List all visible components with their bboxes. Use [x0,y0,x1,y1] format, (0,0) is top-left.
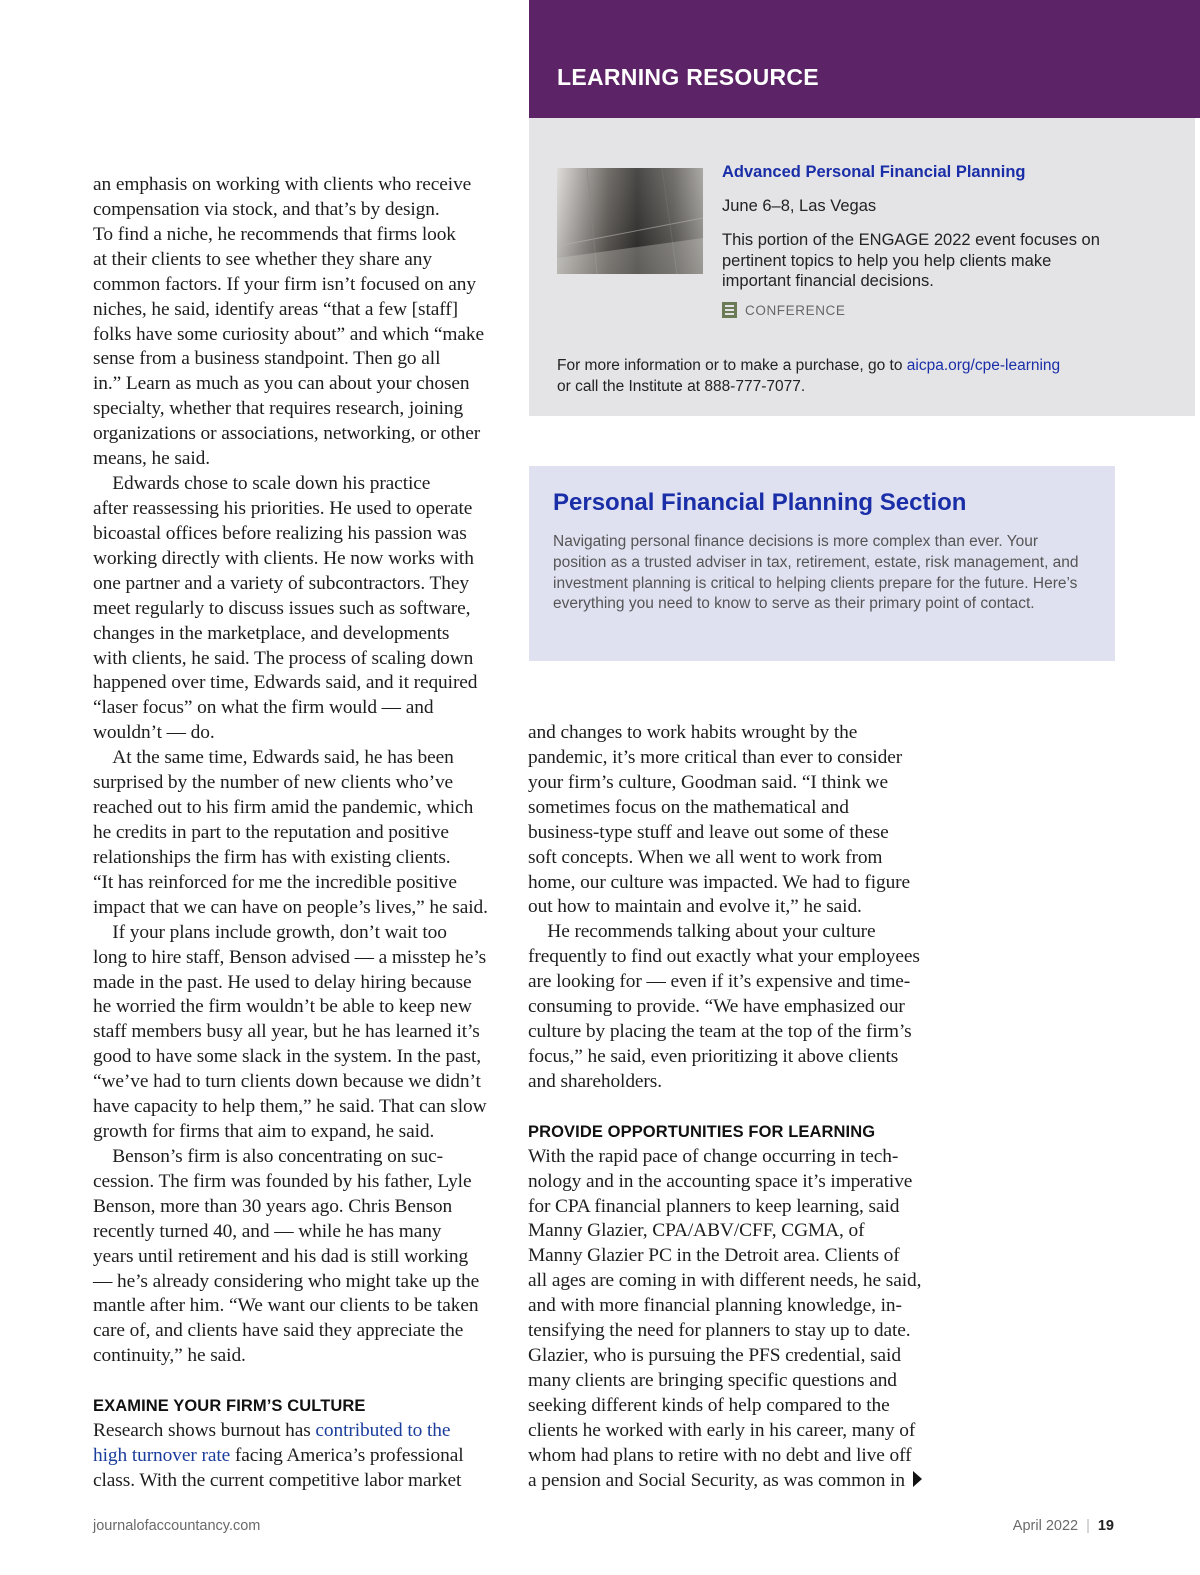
article-line: wouldn’t — do. [93,722,215,744]
conference-icon [722,302,737,318]
cpe-learning-link[interactable]: aicpa.org/cpe-learning [906,357,1061,374]
article-line: and changes to work habits wrought by the [528,722,858,743]
article-line: relationships the firm has with existing clients. [93,846,451,868]
culture-line-prefix: Research shows burnout has [93,1420,316,1442]
article-line: Benson, more than 30 years ago. Chris Benson [93,1195,453,1217]
article-line: cession. The firm was founded by his father, Lyle [93,1170,472,1192]
article-line: specialty, whether that requires research, joining [93,398,464,420]
more-info-text [557,356,1117,397]
article-line: seeking different kinds of help compared to the [528,1394,890,1416]
article-line: continuity,” he said. [93,1345,246,1367]
article-line: and shareholders. [528,1070,662,1092]
article-line: With the rapid pace of change occurring in tech- [528,1145,899,1167]
article-line: To find a niche, he recommends that firms look [93,223,456,245]
article-line: culture by placing the team at the top of the firm’s [528,1021,912,1043]
section-heading-culture: EXAMINE YOUR FIRM’S CULTURE [93,1397,366,1416]
article-line: Manny Glazier PC in the Detroit area. Clients of [528,1245,900,1267]
article-line: common factors. If your firm isn’t focused on any [93,273,476,295]
article-line: business-type stuff and leave out some of these [528,821,889,843]
article-line: he credits in part to the reputation and positive [93,821,449,843]
footer-separator: | [1086,1518,1090,1534]
article-line: long to hire staff, Benson advised — a misstep he’s [93,946,487,968]
article-line: changes in the marketplace, and developments [93,622,450,644]
article-line: with clients, he said. The process of scaling down [93,647,474,669]
pfp-section-body: Navigating personal finance decisions is more complex than ever. Your position as a trusted adviser in tax, retirement, estate, risk management, and investment planning is critical to helping clients prepare for the future. Here’s everything you need to know to serve as their primary point of contact. [553,533,1079,613]
learning-resource-header: LEARNING RESOURCE [557,64,819,90]
last-line-text: a pension and Social Security, as was common in [528,1469,905,1491]
article-line: are looking for — even if it’s expensive and time- [528,971,911,993]
article-line: working directly with clients. He now works with [93,547,474,569]
turnover-rate-link[interactable]: high turnover rate [93,1445,231,1466]
course-type-text: CONFERENCE [745,303,846,318]
article-line: class. With the current competitive labor market [93,1469,462,1491]
article-line: and with more financial planning knowledge, in- [528,1295,902,1317]
article-line: staff members busy all year, but he has learned it’s [93,1021,480,1043]
article-line: sometimes focus on the mathematical and [528,796,849,818]
article-line: have capacity to help them,” he said. That can slow [93,1096,487,1118]
page-number: 19 [1097,1518,1114,1534]
article-line: “we’ve had to turn clients down because we didn’t [93,1071,481,1093]
learning-resource-band [529,0,1200,118]
course-title-link[interactable]: Advanced Personal Financial Planning [722,163,1026,181]
continue-arrow-icon [913,1471,922,1487]
article-line: “It has reinforced for me the incredible positive [93,871,457,893]
article-line: If your plans include growth, don’t wait too [93,921,447,943]
article-line: all ages are coming in with different needs, he said, [528,1270,922,1292]
article-line: reached out to his firm amid the pandemic, which [93,797,474,819]
article-line: pandemic, it’s more critical than ever to consider [528,746,903,768]
article-line: “laser focus” on what the firm would — and [93,697,434,719]
article-line: He recommends talking about your culture [528,921,876,943]
article-line: happened over time, Edwards said, and it required [93,672,478,694]
article-line: At the same time, Edwards said, he has been [93,747,454,769]
article-line: frequently to find out exactly what your employees [528,946,920,968]
article-line [93,1419,505,1444]
article-line: care of, and clients have said they appreciate the [93,1320,464,1342]
article-line: home, our culture was impacted. We had to figure [528,871,911,893]
article-line: Edwards chose to scale down his practice [93,473,431,495]
article-line: meet regularly to discuss issues such as software, [93,597,471,619]
article-line: made in the past. He used to delay hiring because [93,971,472,993]
more-info-prefix: For more information or to make a purchase, go to [557,357,907,374]
article-line: at their clients to see whether they share any [93,248,432,270]
article-line: recently turned 40, and — while he has many [93,1220,442,1242]
course-date: June 6–8, Las Vegas [722,197,877,215]
article-line: many clients are bringing specific questions and [528,1369,897,1391]
article-line: means, he said. [93,448,210,470]
article-line: for CPA financial planners to keep learning, said [528,1195,900,1217]
article-line: Benson’s firm is also concentrating on suc- [93,1145,443,1167]
more-info-suffix: or call the Institute at 888-777-7077. [557,377,806,395]
course-type-label [722,302,846,318]
article-right-column [528,721,948,1494]
course-photo[interactable] [557,168,703,274]
footer-issue: April 2022 [1012,1518,1079,1534]
course-description: This portion of the ENGAGE 2022 event focuses on pertinent topics to help you help clients make important financial decisions. [722,231,1100,290]
article-line: tensifying the need for planners to stay up to date. [528,1320,911,1342]
article-line: whom had plans to retire with no debt and live off [528,1444,912,1466]
article-line: soft concepts. When we all went to work from [528,846,883,868]
burnout-study-link[interactable]: contributed to the [315,1420,451,1442]
article-line: growth for firms that aim to expand, he said. [93,1121,435,1143]
article-line: out how to maintain and evolve it,” he said. [528,896,862,918]
article-line: good to have some slack in the system. In the past, [93,1046,482,1068]
article-line: Glazier, who is pursuing the PFS credential, said [528,1345,901,1367]
article-line: mantle after him. “We want our clients to be taken [93,1295,479,1317]
article-line: years until retirement and his dad is still working [93,1245,469,1267]
left-column-paragraphs [93,173,505,1369]
right-column-paragraphs [528,721,948,1095]
article-line: clients he worked with early in his career, many of [528,1419,916,1441]
article-line: focus,” he said, even prioritizing it above clients [528,1045,899,1067]
footer-issue-page [1013,1518,1114,1534]
article-line: folks have some curiosity about” and which “make [93,323,484,345]
article-line: consuming to provide. “We have emphasized our [528,996,905,1018]
article-line: an emphasis on working with clients who receive [93,174,472,195]
footer-site[interactable]: journalofaccountancy.com [93,1518,261,1534]
section-heading-learning: PROVIDE OPPORTUNITIES FOR LEARNING [528,1122,876,1141]
article-line: — he’s already considering who might take up the [93,1270,480,1292]
article-line: in.” Learn as much as you can about your chosen [93,373,470,395]
article-line: organizations or associations, networking, or other [93,423,481,445]
article-line: bicoastal offices before realizing his passion was [93,522,467,544]
article-line: nology and in the accounting space it’s imperative [528,1170,913,1192]
article-line [93,1444,505,1469]
article-line: he worried the firm wouldn’t be able to keep new [93,996,472,1018]
article-line-last [528,1469,948,1494]
article-left-column [93,173,505,1494]
article-line: surprised by the number of new clients who’ve [93,772,454,794]
article-line: sense from a business standpoint. Then go all [93,348,441,370]
article-line: impact that we can have on people’s lives,” he said. [93,896,488,918]
article-line: one partner and a variety of subcontractors. They [93,572,469,594]
article-line: Manny Glazier, CPA/ABV/CFF, CGMA, of [528,1220,865,1242]
article-line: compensation via stock, and that’s by design. [93,198,440,220]
pfp-section-title[interactable]: Personal Financial Planning Section [553,489,967,516]
article-line: niches, he said, identify areas “that a few [staff] [93,298,458,320]
article-line: after reassessing his priorities. He used to operate [93,497,473,519]
learning-paragraph [528,1145,948,1469]
article-line: your firm’s culture, Goodman said. “I think we [528,771,888,793]
culture-line-suffix: facing America’s professional [230,1445,464,1466]
